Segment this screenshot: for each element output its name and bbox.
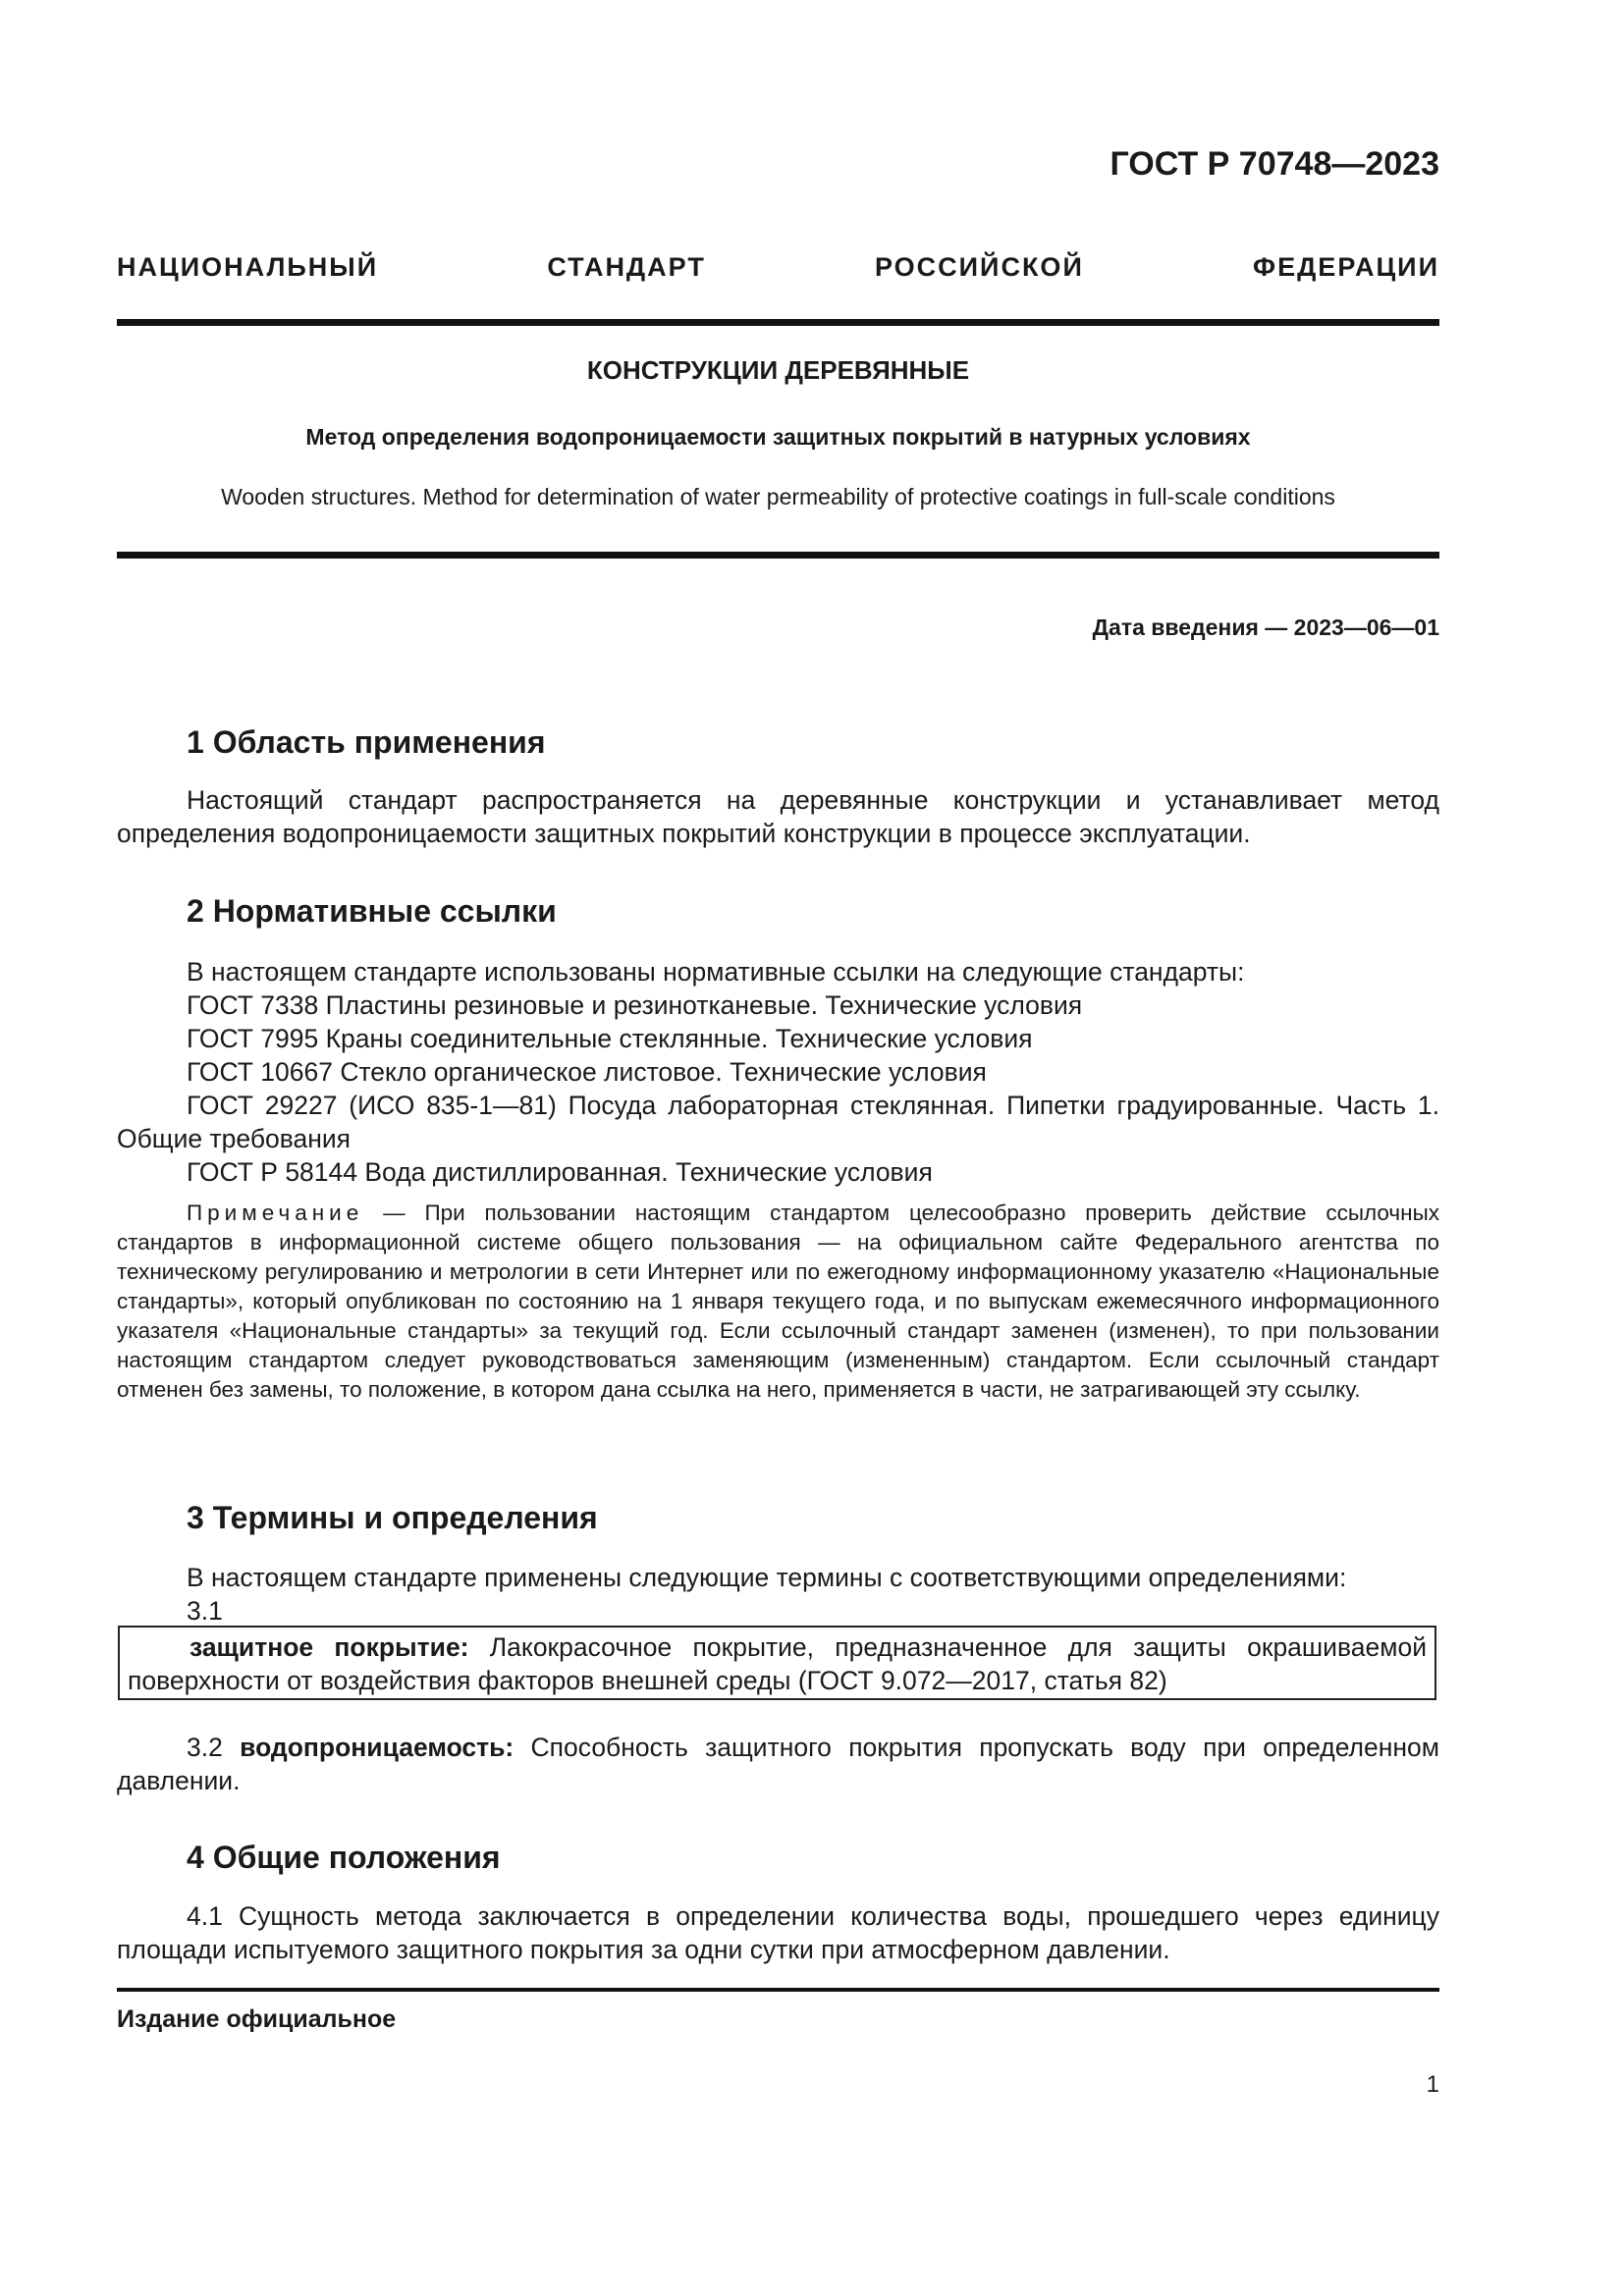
introduction-date: Дата введения — 2023—06—01 [1092, 614, 1439, 640]
term-3-2-name: водопроницаемость: [240, 1733, 514, 1762]
divider-top [117, 319, 1439, 326]
term-3-1 [120, 1628, 1435, 1697]
note-text: — При пользовании настоящим стандартом целесообразно проверить действие ссылочных стандартов в информационной системе общего пользования — на официальном сайте Федерального агентства по техническому регулированию и метрологии в сети Интернет или по ежегодному информационному указателю «Национальные стандарты», который опубликован по состоянию на 1 января текущего года, и по выпускам ежемесячного информационного указателя «Национальные стандарты» за текущий год. Если ссылочный стандарт заменен (изменен), то при пользовании настоящим стандартом следует руководствоваться заменяющим (измененным) стандартом. Если ссылочный стандарт отменен без замены, то положение, в котором дана ссылка на него, применяется в части, не затрагивающей эту ссылку. [117, 1201, 1439, 1402]
document-subtitle: Метод определения водопроницаемости защитных покрытий в натурных условиях [305, 424, 1251, 450]
english-title: Wooden structures. Method for determination of water permeability of protective coatings in full-scale conditions [221, 484, 1335, 509]
section-2-note [117, 1199, 1439, 1405]
divider-title [117, 552, 1439, 559]
term-3-2: 3.2 водопроницаемость: Способность защитного покрытия пропускать воду при определенном давлении. [117, 1733, 1439, 1795]
section-3-intro: В настоящем стандарте применены следующие термины с соответствующими определениями: [187, 1563, 1347, 1592]
official-edition-label: Издание официальное [117, 2005, 397, 2033]
section-4-heading: 4 Общие положения [187, 1840, 501, 1875]
section-1-heading: 1 Область применения [187, 724, 546, 760]
national-standard-banner: НАЦИОНАЛЬНЫЙ СТАНДАРТ РОССИЙСКОЙ ФЕДЕРАЦИИ [117, 252, 1439, 282]
section-2-heading: 2 Нормативные ссылки [187, 893, 557, 929]
page-number: 1 [1426, 2071, 1439, 2098]
section-2-intro: В настоящем стандарте использованы нормативные ссылки на следующие стандарты: [187, 957, 1245, 987]
reference-item: ГОСТ 10667 Стекло органическое листовое. Технические условия [187, 1057, 987, 1087]
section-1-text: Настоящий стандарт распространяется на деревянные конструкции и устанавливает метод определения водопроницаемости защитных покрытий конструкции в процессе эксплуатации. [117, 785, 1439, 848]
section-3-heading: 3 Термины и определения [187, 1500, 598, 1535]
reference-item: ГОСТ 7995 Краны соединительные стеклянные. Технические условия [187, 1024, 1033, 1053]
term-3-1-name: защитное покрытие: [189, 1632, 469, 1662]
divider-footer [117, 1988, 1439, 1992]
reference-item: ГОСТ 29227 (ИСО 835-1—81) Посуда лабораторная стеклянная. Пипетки градуированные. Часть 1. Общие требования [117, 1091, 1439, 1153]
note-label: Примечание [187, 1201, 364, 1225]
term-3-1-definition: Лакокрасочное покрытие, предназначенное для защиты окрашиваемой поверхности от воздействия факторов внешней среды (ГОСТ 9.072—2017, статья 82) [128, 1632, 1428, 1695]
gost-code: ГОСТ Р 70748—2023 [1110, 145, 1439, 183]
reference-item: ГОСТ 7338 Пластины резиновые и резинотканевые. Технические условия [187, 990, 1083, 1020]
term-definition-box [118, 1626, 1436, 1700]
reference-item: ГОСТ Р 58144 Вода дистиллированная. Технические условия [187, 1157, 933, 1187]
term-3-1-number: 3.1 [187, 1596, 223, 1626]
section-4-text: 4.1 Сущность метода заключается в определении количества воды, прошедшего через единицу площади испытуемого защитного покрытия за одни сутки при атмосферном давлении. [117, 1901, 1439, 1964]
document-title: КОНСТРУКЦИИ ДЕРЕВЯННЫЕ [586, 355, 970, 385]
term-3-2-definition: Способность защитного покрытия пропускать воду при определенном давлении. [117, 1733, 1439, 1795]
